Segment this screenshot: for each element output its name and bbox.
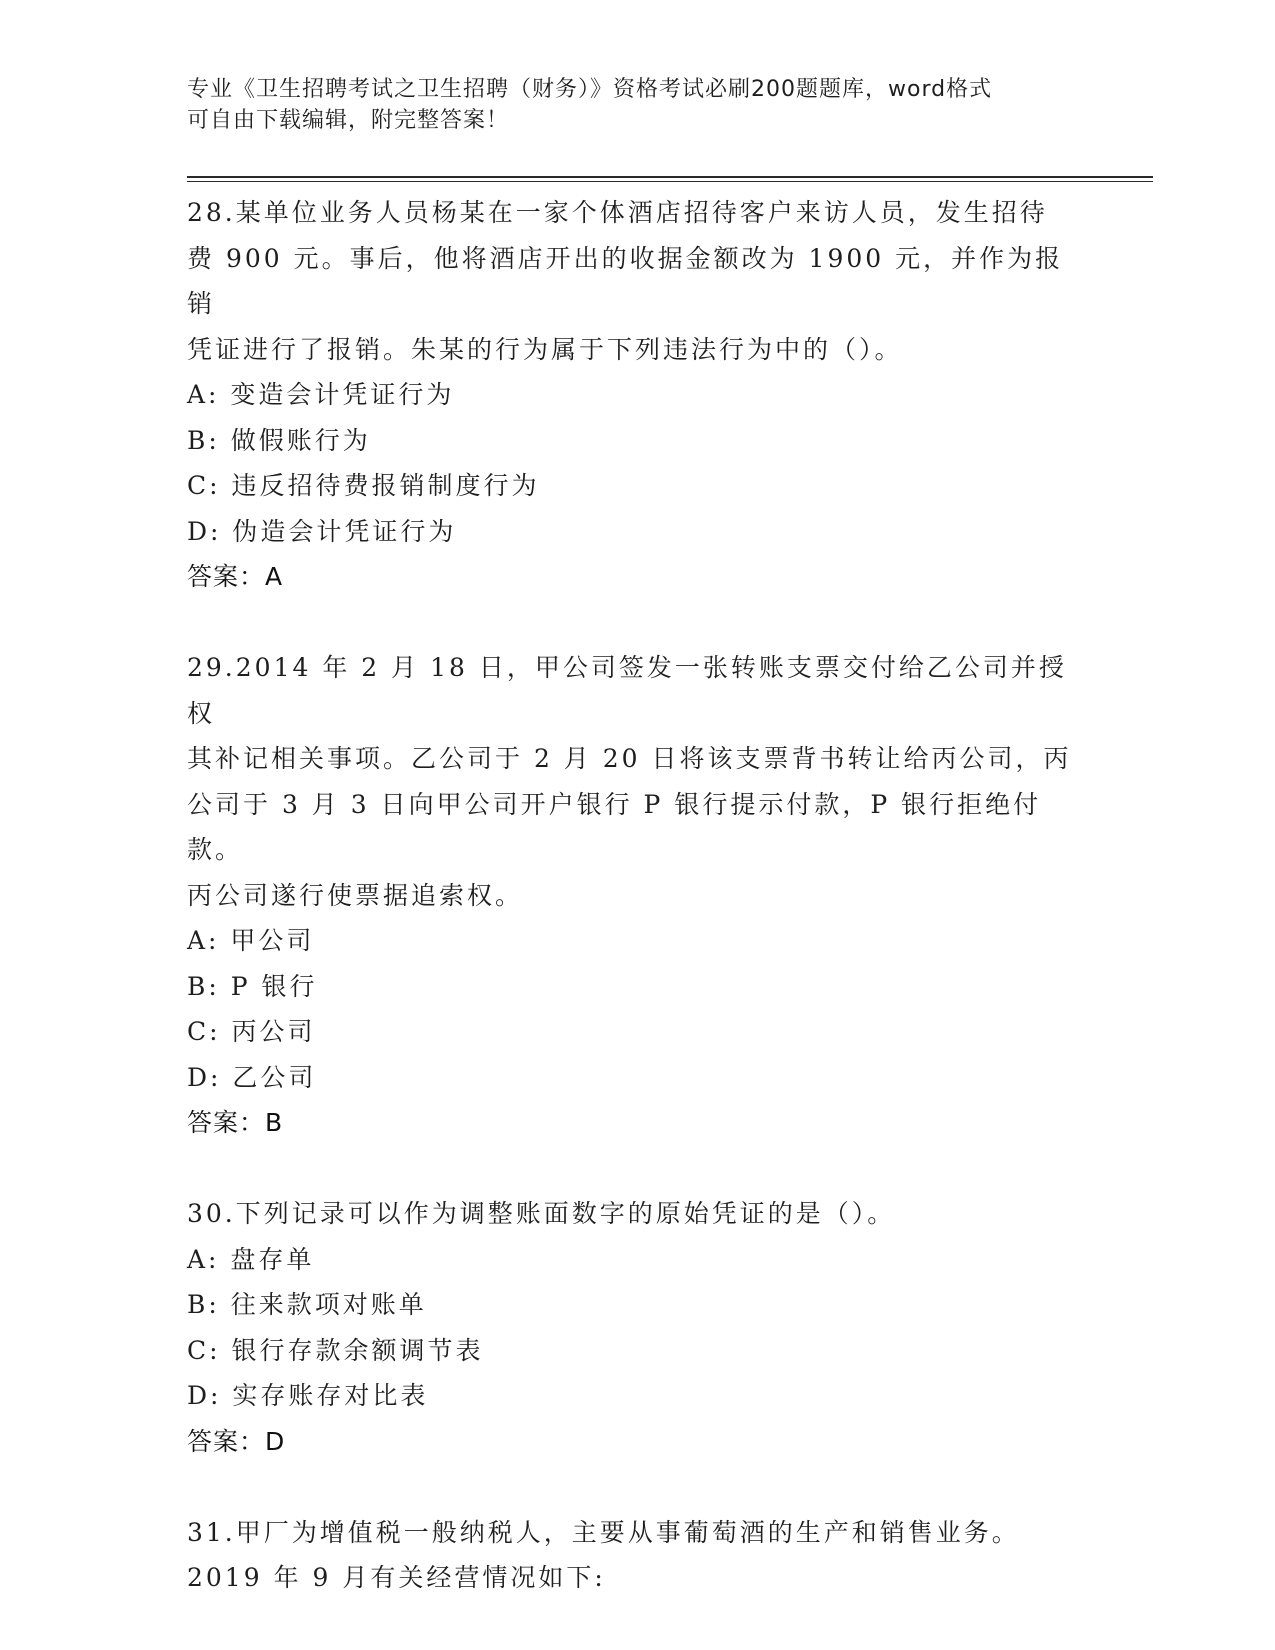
option-d: D: 实存账存对比表 [187, 1381, 429, 1410]
question-31 [187, 1510, 1087, 1601]
question-30 [187, 1191, 1087, 1465]
stem-line: 2019 年 9 月有关经营情况如下: [187, 1563, 606, 1592]
header-divider-thick [187, 176, 1153, 178]
stem-line: 28.某单位业务人员杨某在一家个体酒店招待客户来访人员，发生招待 [187, 198, 1048, 227]
question-stem [187, 1191, 1087, 1237]
option-b: B: P 银行 [187, 971, 318, 1001]
stem-line: 丙公司遂行使票据追索权。 [187, 880, 524, 910]
question-28 [187, 190, 1087, 600]
stem-line: 31.甲厂为增值税一般纳税人，主要从事葡萄酒的生产和销售业务。 [187, 1517, 1020, 1547]
option-c: C: 违反招待费报销制度行为 [187, 471, 540, 500]
stem-line: 凭证进行了报销。朱某的行为属于下列违法行为中的（）。 [187, 334, 903, 364]
header-divider-thin [187, 181, 1153, 182]
option-a: A: 盘存单 [187, 1244, 315, 1274]
question-list [187, 190, 1087, 1601]
option-c: C: 银行存款余额调节表 [187, 1335, 484, 1365]
option-a: A: 甲公司 [187, 926, 315, 955]
stem-line: 费 900 元。事后，他将酒店开出的收据金额改为 1900 元，并作为报销 [187, 243, 1064, 318]
answer-label: 答案：D [187, 1426, 286, 1456]
stem-line: 公司于 3 月 3 日向甲公司开户银行 P 银行提示付款，P 银行拒绝付款。 [187, 789, 1042, 864]
option-d: D: 伪造会计凭证行为 [187, 516, 457, 546]
question-spacer [187, 1146, 1087, 1191]
stem-line: 其补记相关事项。乙公司于 2 月 20 日将该支票背书转让给丙公司，丙 [187, 744, 1072, 773]
document-header [187, 74, 1067, 136]
question-stem [187, 645, 1087, 918]
header-line-2: 可自由下载编辑，附完整答案！ [187, 108, 510, 133]
option-a: A: 变造会计凭证行为 [187, 380, 455, 409]
question-stem [187, 190, 1087, 372]
stem-line: 29.2014 年 2 月 18 日，甲公司签发一张转账支票交付给乙公司并授权 [187, 653, 1067, 728]
question-29 [187, 645, 1087, 1146]
option-b: B: 做假账行为 [187, 425, 371, 455]
option-b: B: 往来款项对账单 [187, 1290, 427, 1319]
answer-label: 答案：A [187, 562, 284, 591]
header-line-1: 专业《卫生招聘考试之卫生招聘（财务）》资格考试必刷200题题库，word格式 [187, 77, 993, 102]
option-c: C: 丙公司 [187, 1017, 316, 1046]
question-stem [187, 1510, 1087, 1601]
answer-label: 答案：B [187, 1108, 284, 1137]
question-spacer [187, 1465, 1087, 1510]
option-d: D: 乙公司 [187, 1062, 317, 1092]
question-spacer [187, 600, 1087, 645]
stem-line: 30.下列记录可以作为调整账面数字的原始凭证的是（）。 [187, 1199, 896, 1228]
